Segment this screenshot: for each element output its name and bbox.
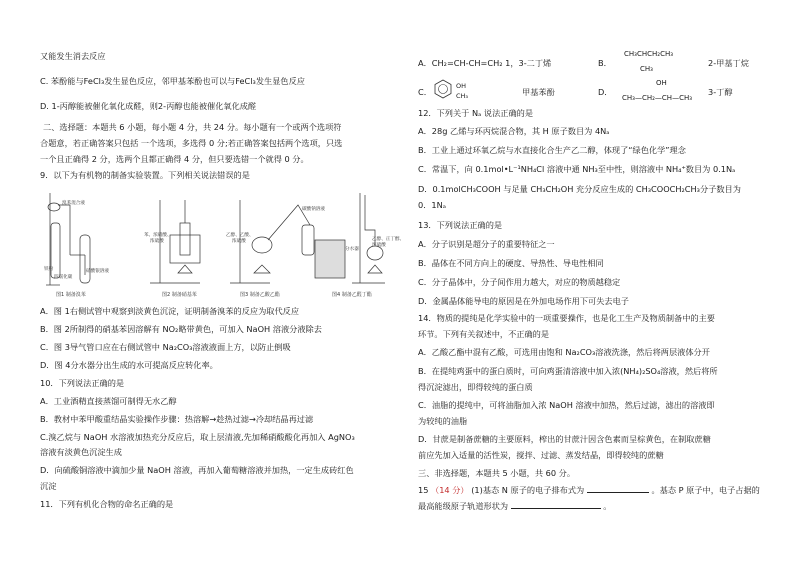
figure-caption: 图3 制备乙酸乙酯 — [240, 292, 280, 298]
figure-label: 浓硫酸 — [232, 239, 246, 244]
figure-label: 乙醇、正丁醇、 — [372, 237, 405, 242]
score-badge: （14 分） — [431, 485, 469, 495]
option-d: D．向硫酸铜溶液中滴加少量 NaOH 溶液，再加入葡萄糖溶液并加热，一定生成砖红色 — [40, 465, 354, 475]
option-c: C．油脂的提纯中，可将油脂加入浓 NaOH 溶液中加热，然后过滤，滤出的溶液即 — [418, 400, 715, 410]
option-c: C．常温下，向 0.1mol•L⁻¹NH₄Cl 溶液中通 NH₃至中性，则溶液中 NH₄⁺数目为 0.1Nₐ — [418, 164, 736, 174]
option-b-label: B． — [598, 58, 612, 68]
option-d: D．金属晶体能导电的原因是在外加电场作用下可失去电子 — [418, 296, 629, 306]
option-d-cont: 沉淀 — [40, 481, 57, 491]
question-text: (1)基态 N 原子的电子排布式为 — [471, 485, 585, 495]
figure-label: 苯、浓硝酸、 — [144, 233, 172, 238]
section-two-heading: 二、选择题：本题共 6 小题，每小题 4 分，共 24 分。每小题有一个或两个选项符 — [43, 122, 342, 132]
option-b: B．在提纯鸡蛋中的蛋白质时，可向鸡蛋清溶液中加入浓(NH₄)₂SO₄溶液，然后将所 — [418, 366, 718, 376]
option-d-name: 3-丁醇 — [708, 87, 733, 97]
option-b: B．晶体在不同方向上的硬度、导热性、导电性相同 — [418, 258, 604, 268]
option-c: C.溴乙烷与 NaOH 水溶液加热充分反应后，取上层清液,先加稀硝酸酸化再加入 AgNO₃ — [40, 432, 355, 442]
figure-label: 四氯化碳 — [54, 275, 73, 280]
option-c: C. 苯酚能与FeCl₃发生显色反应，邻甲基苯酚也可以与FeCl₃发生显色反应 — [40, 76, 305, 86]
text-line: 又能发生消去反应 — [40, 51, 106, 61]
option-d: D．甘蔗是制备蔗糖的主要原料，榨出的甘蔗汁因含色素而呈棕黄色，在制取蔗糖 — [418, 434, 711, 444]
option-a: A．CH₂=CH-CH=CH₂ 1，3-二丁烯 — [418, 58, 552, 68]
option-d-cont: 0．1Nₐ — [418, 200, 446, 210]
question-text: 最高能级原子轨道形状为 — [418, 501, 509, 511]
structure-branch: OH — [656, 79, 667, 87]
option-c-cont: 为较纯的油脂 — [418, 416, 468, 426]
question-10: 10．下列说法正确的是 — [40, 378, 125, 388]
option-a: A．工业酒精直接蒸馏可制得无水乙醇 — [40, 396, 177, 406]
figure-label: 碳酸钠溶液 — [302, 207, 325, 212]
question-text: 。基态 P 原子中，电子占据的 — [651, 485, 760, 495]
apparatus-figures — [40, 185, 405, 300]
question-12: 12．下列关于 Nₐ 说法正确的是 — [418, 108, 534, 118]
option-c-cont: 溶液有淡黄色沉淀生成 — [40, 447, 122, 457]
question-15 — [418, 483, 760, 497]
option-b: B．工业上通过环氧乙烷与水直接化合生产乙二醇，体现了“绿色化学”理念 — [418, 145, 686, 155]
option-c-name: 甲基苯酚 — [522, 87, 555, 97]
option-b: B．图 2所制得的硝基苯因溶解有 NO₂略带黄色，可加入 NaOH 溶液分液除去 — [40, 324, 322, 334]
option-c: C．分子晶体中，分子间作用力越大，对应的物质越稳定 — [418, 277, 621, 287]
figure-caption: 图4 制备乙醛丁酯 — [332, 292, 372, 298]
structure-formula: CH₃—CH₂—CH—CH₃ — [622, 94, 693, 102]
option-c: C．图 3导气管口应在右侧试管中 Na₂CO₃溶液液面上方，以防止倒吸 — [40, 342, 291, 352]
option-d-cont: 前应先加入适量的活性炭，搅拌、过滤、蒸发结晶，即得较纯的蔗糖 — [418, 450, 664, 460]
question-9: 9．以下为有机物的制备实验装置。下列相关说法错误的是 — [40, 170, 250, 180]
figure-label: 分水器 — [345, 247, 359, 252]
option-b-name: 2-甲基丁烷 — [708, 58, 749, 68]
option-a: A．图 1右侧试管中观察到淡黄色沉淀，证明制备溴苯的反应为取代反应 — [40, 306, 300, 316]
question-number: 15 — [418, 485, 429, 495]
figure-caption: 图1 制备溴苯 — [56, 292, 86, 298]
benzene-ring-icon — [432, 78, 454, 100]
structure-formula: CH₃CHCH₂CH₃ — [624, 50, 674, 58]
option-d: D．0.1molCH₃COOH 与足量 CH₃CH₂OH 充分反应生成的 CH₃COOCH₂CH₃分子数目为 — [418, 184, 741, 194]
figure-label: 浓硫酸 — [150, 239, 164, 244]
option-b-cont: 得沉淀滤出，即得较纯的蛋白质 — [418, 382, 533, 392]
apparatus-drawing — [40, 185, 392, 300]
question-15-cont — [418, 499, 612, 513]
option-a: A．28g 乙烯与环丙烷混合物，其 H 原子数目为 4Nₐ — [418, 126, 610, 136]
section-three-heading: 三、非选择题，本题共 5 小题，共 60 分。 — [418, 468, 576, 478]
ring-substituent: CH₃ — [456, 92, 469, 100]
question-13: 13．下列说法正确的是 — [418, 220, 503, 230]
answer-blank[interactable] — [587, 483, 649, 493]
question-11: 11．下列有机化合物的命名正确的是 — [40, 499, 174, 509]
structure-branch: CH₃ — [640, 65, 653, 73]
question-14: 14．物质的提纯是化学实验中的一项重要操作，也是化工生产及物质制备中的主要 — [418, 313, 715, 323]
section-two-text: 合题意，若正确答案只包括 一个选项，多选得 0 分;若正确答案包括两个选项，只选 — [40, 138, 343, 148]
question-14-cont: 环节。下列有关叙述中，不正确的是 — [418, 329, 550, 339]
ring-substituent: OH — [456, 82, 467, 90]
figure-label: 铁粉 — [44, 267, 54, 272]
option-d: D. 1-丙醇能被催化氧化成醛，则2-丙醇也能被催化氧化成醛 — [40, 101, 257, 111]
question-text: 。 — [603, 501, 612, 511]
option-c-label: C． — [418, 87, 432, 97]
section-two-text: 一个且正确得 2 分，选两个且都正确得 4 分，但只要选错一个就得 0 分。 — [40, 154, 309, 164]
figure-label: 溴苯混合液 — [62, 201, 85, 206]
option-a: A．分子识别是超分子的重要特征之一 — [418, 239, 555, 249]
figure-label: 乙醇、乙酸、 — [226, 233, 254, 238]
option-a: A．乙酸乙酯中混有乙酸，可选用由饱和 Na₂CO₃溶液洗涤，然后将两层液体分开 — [418, 347, 710, 357]
option-d: D．图 4分水器分出生成的水可提高反应转化率。 — [40, 360, 218, 370]
option-b: B．教材中苯甲酸重结晶实验操作步骤：热溶解→趁热过滤→冷却结晶再过滤 — [40, 414, 314, 424]
figure-label: 硝酸银溶液 — [86, 269, 109, 274]
option-d-label: D． — [598, 87, 613, 97]
answer-blank[interactable] — [511, 499, 601, 509]
figure-label: 浓硫酸 — [372, 243, 386, 248]
figure-caption: 图2 制备硝基苯 — [162, 292, 197, 298]
